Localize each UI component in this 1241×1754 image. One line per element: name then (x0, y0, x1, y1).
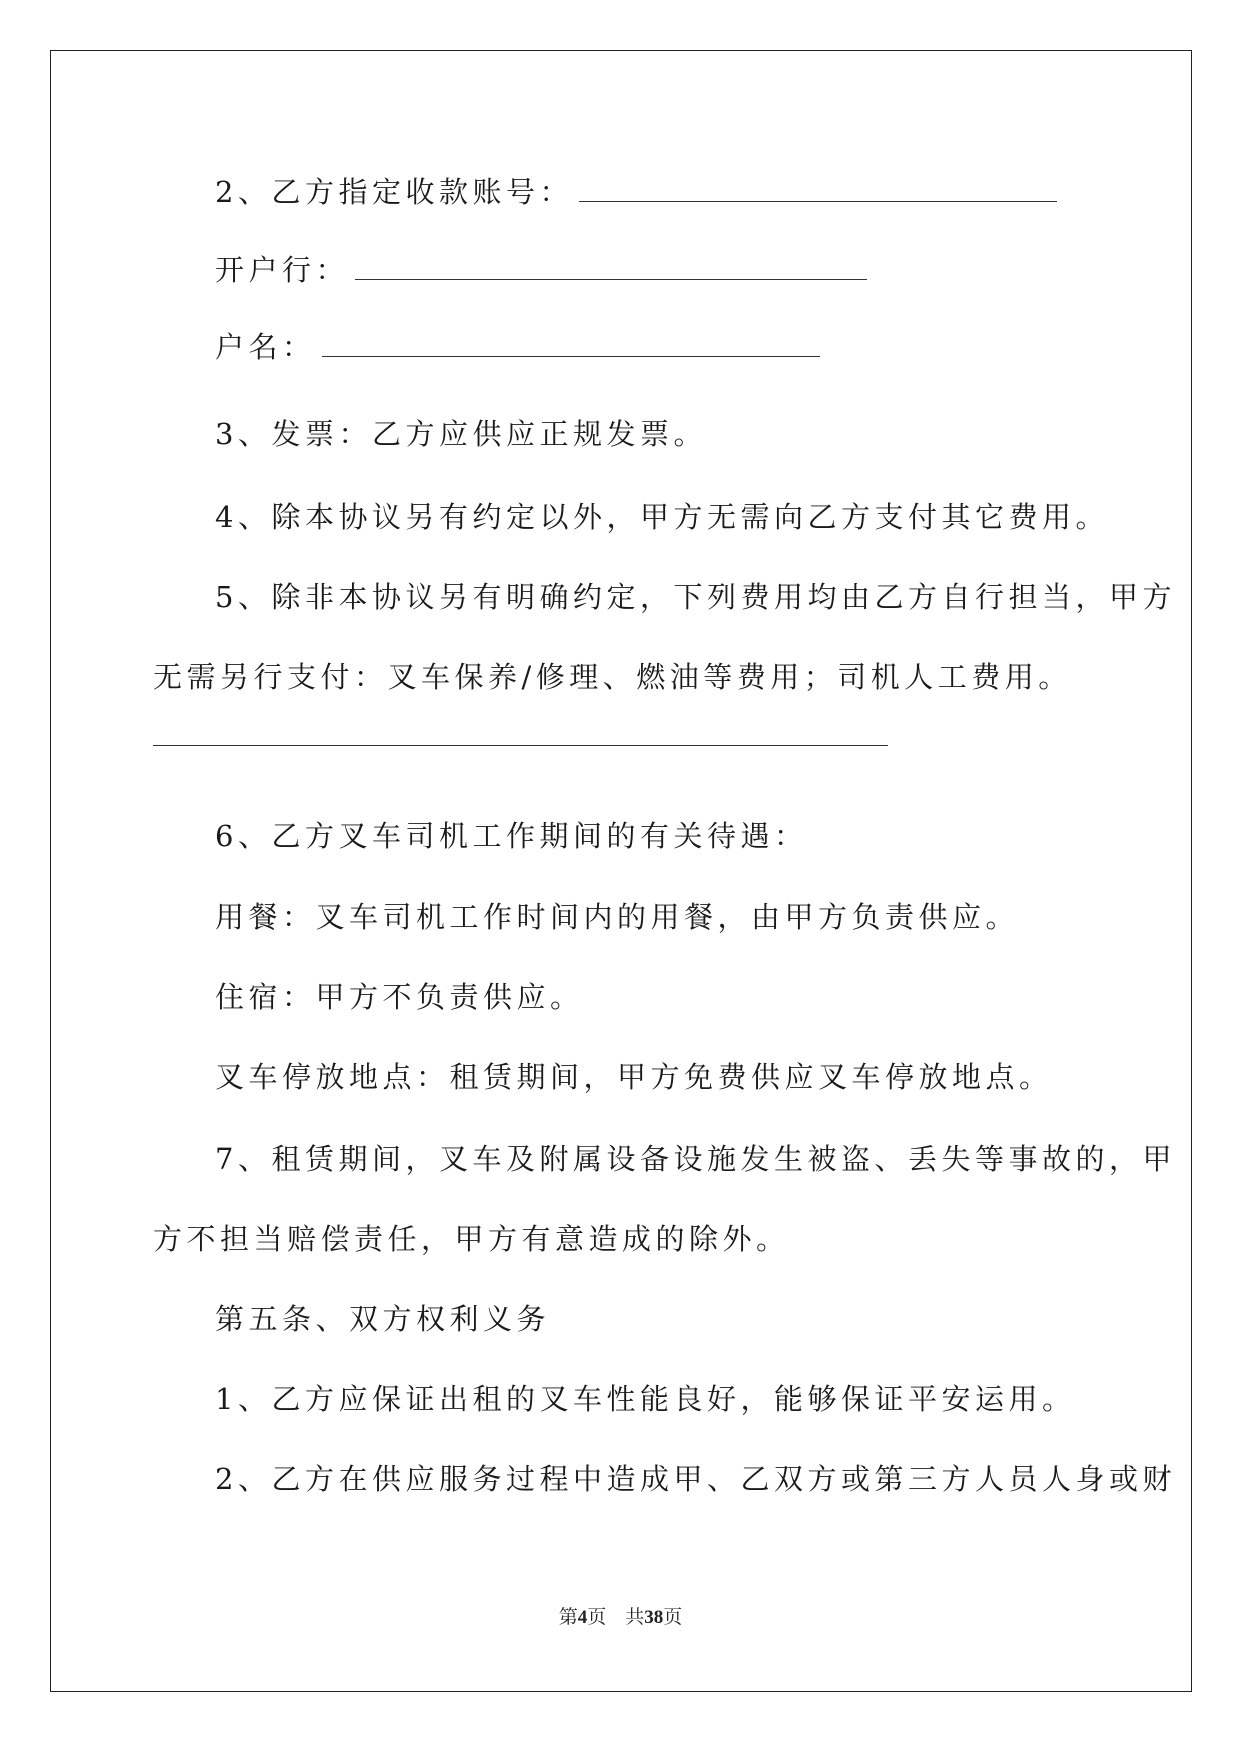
footer-page-number: 4 (577, 1607, 588, 1628)
paragraph-no-other-fees: 4、除本协议另有约定以外，甲方无需向乙方支付其它费用。 (215, 500, 1109, 534)
paragraph-meals: 用餐：叉车司机工作时间内的用餐，由甲方负责供应。 (215, 900, 1020, 934)
paragraph-account-name (215, 330, 820, 364)
page-footer (0, 1602, 1241, 1629)
horizontal-rule (153, 745, 888, 746)
paragraph-fees-line1: 5、除非本协议另有明确约定，下列费用均由乙方自行担当，甲方 (215, 580, 1176, 614)
paragraph-bank (215, 253, 867, 287)
account-name-blank (322, 334, 820, 357)
paragraph-invoice: 3、发票：乙方应供应正规发票。 (215, 417, 707, 451)
paragraph-account-number (215, 175, 1057, 209)
account-number-blank (579, 179, 1057, 202)
paragraph-theft-line1: 7、租赁期间，叉车及附属设备设施发生被盗、丢失等事故的，甲 (215, 1142, 1176, 1176)
footer-prefix: 第 (558, 1607, 578, 1628)
section-heading-rights: 第五条、双方权利义务 (215, 1302, 551, 1336)
footer-page-suffix: 页 (587, 1607, 607, 1628)
account-number-label: 2、乙方指定收款账号： (215, 175, 573, 209)
paragraph-fees-line2: 无需另行支付：叉车保养/修理、燃油等费用；司机人工费用。 (153, 660, 1072, 694)
account-name-label: 户名： (215, 330, 316, 364)
paragraph-performance: 1、乙方应保证出租的叉车性能良好，能够保证平安运用。 (215, 1382, 1076, 1416)
paragraph-theft-line2: 方不担当赔偿责任，甲方有意造成的除外。 (153, 1222, 790, 1256)
bank-blank (355, 257, 867, 280)
footer-total-prefix: 共 (625, 1607, 645, 1628)
footer-total-pages: 38 (644, 1607, 664, 1628)
paragraph-driver-treatment: 6、乙方叉车司机工作期间的有关待遇： (215, 819, 808, 853)
paragraph-parking: 叉车停放地点：租赁期间，甲方免费供应叉车停放地点。 (215, 1060, 1053, 1094)
page-frame (50, 50, 1192, 1692)
paragraph-lodging: 住宿：甲方不负责供应。 (215, 980, 584, 1014)
footer-total-suffix: 页 (663, 1607, 683, 1628)
paragraph-liability: 2、乙方在供应服务过程中造成甲、乙双方或第三方人员人身或财 (215, 1462, 1176, 1496)
bank-label: 开户行： (215, 253, 350, 287)
